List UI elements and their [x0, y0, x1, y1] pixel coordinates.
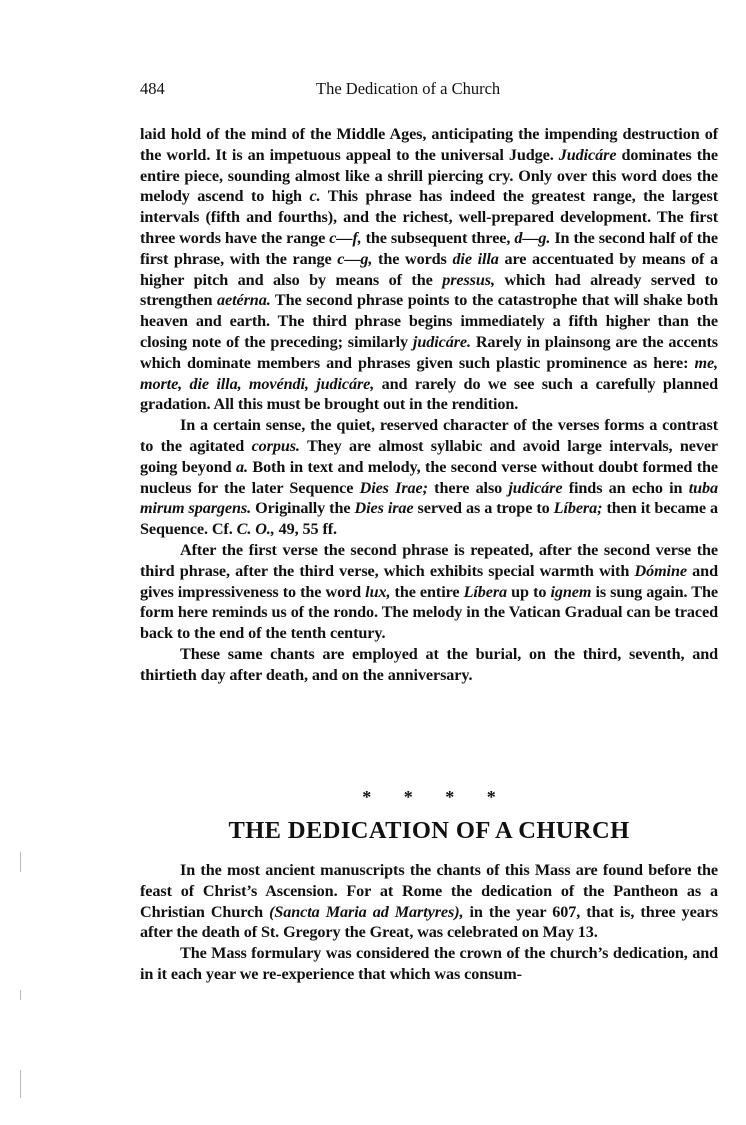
- italic-term: lux,: [365, 582, 391, 601]
- italic-term: me, morte, die illa, movéndi, judicáre,: [140, 353, 718, 393]
- italic-term: judicáre.: [412, 332, 471, 351]
- body-text: [140, 124, 718, 686]
- italic-term: Dies Irae;: [359, 478, 428, 497]
- italic-term: Dómine: [634, 561, 687, 580]
- italic-term: judicáre: [508, 478, 563, 497]
- margin-mark: [20, 852, 21, 872]
- italic-term: tuba mirum spargens.: [140, 478, 718, 518]
- paragraph: After the first verse the second phrase is repeated, after the second verse the third phrase, after the third verse, which exhibits special warmth with Dómine and gives impressiveness to the word lux, the entire Líbera up to ignem is sung again. The form here reminds us of the rondo. The melody in the Vatican Gradual can be traced back to the end of the tenth century.: [140, 540, 718, 643]
- section-separator: * * * *: [362, 787, 496, 807]
- paragraph: The Mass formulary was considered the crown of the church’s dedication, and in it each year we re-experience that which was consum-: [140, 944, 718, 983]
- italic-term: ignem: [550, 582, 592, 601]
- italic-term: Dies irae: [354, 499, 414, 518]
- italic-term: (Sancta Maria ad Martyres),: [269, 902, 464, 921]
- margin-mark: [20, 990, 21, 1000]
- section-title: THE DEDICATION OF A CHURCH: [228, 817, 630, 844]
- page-number: 484: [140, 79, 165, 98]
- italic-term: c—g,: [337, 249, 373, 268]
- italic-term: d—g.: [514, 228, 551, 247]
- paragraph: In a certain sense, the quiet, reserved character of the verses forms a contrast to the agitated corpus. They are almost syllabic and avoid large intervals, never going beyond a. Both in text and melody, the second verse without doubt formed the nucleus for the later Sequence Dies Irae; there also judicáre finds an echo in tuba mirum spargens. Originally the Dies irae served as a trope to Líbera; then it became a Sequence. Cf. C. O., 49, 55 ff.: [140, 416, 718, 539]
- italic-term: aetérna.: [217, 291, 271, 310]
- italic-term: c.: [309, 187, 321, 206]
- italic-term: Líbera;: [553, 499, 603, 518]
- margin-mark: [20, 1070, 21, 1098]
- paragraph: laid hold of the mind of the Middle Ages, anticipating the impending destruction of the world. It is an impetuous appeal to the universal Judge. Judicáre dominates the entire piece, sounding almost like a shrill piercing cry. Only over this word does the melody ascend to high c. This phrase has indeed the greatest range, the largest intervals (fifth and fourths), and the richest, well-prepared development. The first three words have the range c—f, the subsequent three, d—g. In the second half of the first phrase, with the range c—g, the words die illa are accentuated by means of a higher pitch and also by means of the pressus, which had already served to strengthen aetérna. The second phrase points to the catastrophe that will shake both heaven and earth. The third phrase begins immediately a fifth higher than the closing note of the preceding; similarly judicáre. Rarely in plainsong are the accents which dominate members and phrases given such plastic prominence as here: me, morte, die illa, movéndi, judicáre, and rarely do we see such a carefully planned gradation. All this must be brought out in the rendition.: [140, 125, 719, 414]
- italic-term: Líbera: [463, 582, 508, 601]
- italic-term: corpus.: [251, 436, 300, 455]
- paragraph: In the most ancient manuscripts the chants of this Mass are found before the feast of Christ’s Ascension. For at Rome the dedication of the Pantheon as a Christian Church (Sancta Maria ad Martyres), in the year 607, that is, three years after the death of St. Gregory the Great, was celebrated on May 13.: [140, 861, 718, 942]
- italic-term: a.: [235, 457, 248, 476]
- italic-term: Judicáre: [558, 145, 617, 164]
- italic-term: die illa: [452, 249, 499, 268]
- section-body-text: [140, 860, 718, 985]
- italic-term: pressus,: [442, 270, 495, 289]
- italic-term: c—f,: [329, 228, 362, 247]
- italic-term: C. O.,: [236, 520, 275, 539]
- running-title: The Dedication of a Church: [316, 79, 501, 98]
- paragraph: These same chants are employed at the burial, on the third, seventh, and thirtieth day after death, and on the anniversary.: [140, 644, 718, 684]
- running-header: [140, 79, 718, 101]
